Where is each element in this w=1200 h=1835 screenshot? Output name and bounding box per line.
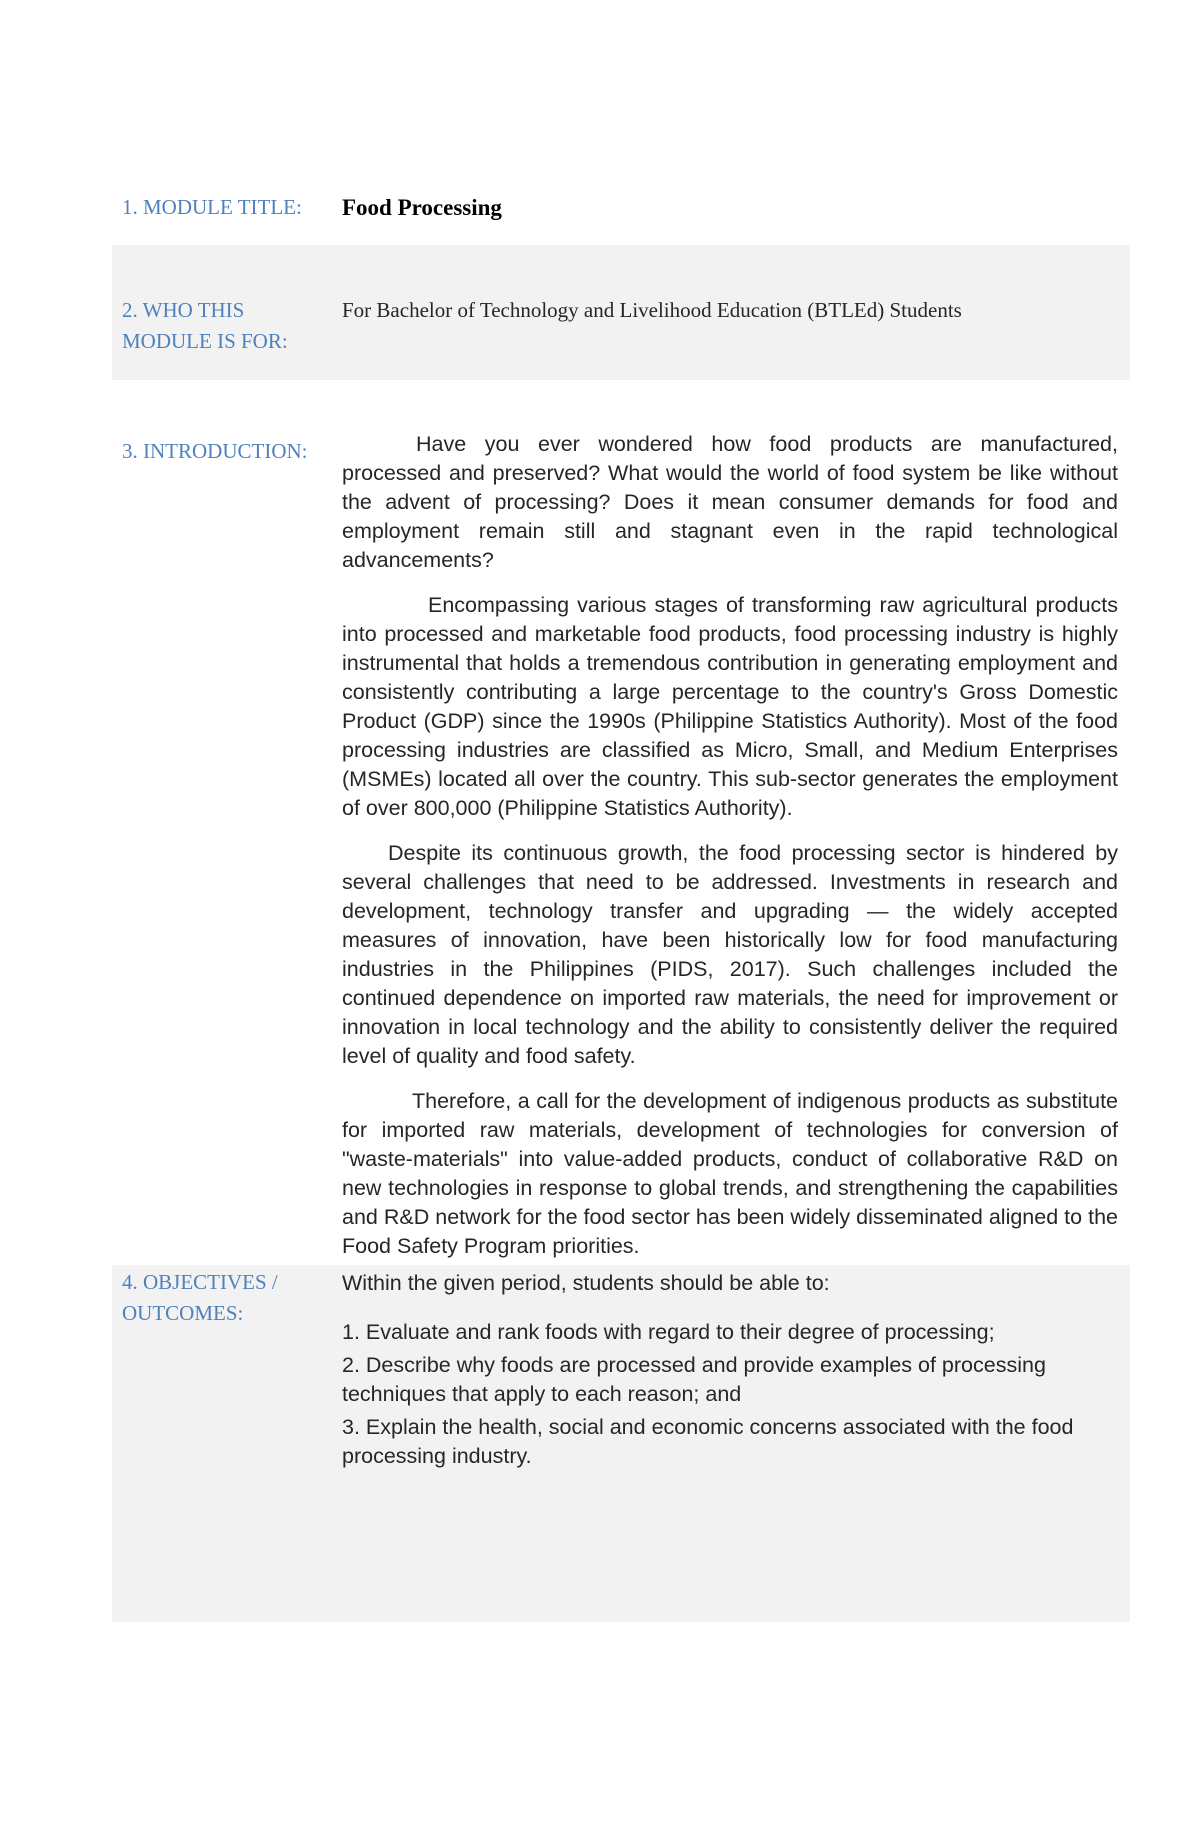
module-title-row xyxy=(112,182,1130,245)
objectives-body xyxy=(342,1265,1130,1622)
introduction-paragraph: Encompassing various stages of transforming raw agricultural products into processed and marketable food products, food processing industry is highly instrumental that holds a tremendous contribution in generating employment and consistently contributing a large percentage to the country's Gross Domestic Product (GDP) since the 1990s (Philippine Statistics Authority). Most of the food processing industries are classified as Micro, Small, and Medium Enterprises (MSMEs) located all over the country. This sub-sector generates the employment of over 800,000 (Philippine Statistics Authority). xyxy=(342,593,1118,820)
objective-item: 1. Evaluate and rank foods with regard to their degree of processing; xyxy=(342,1320,995,1344)
audience-label: 2. WHO THIS MODULE IS FOR: xyxy=(122,298,288,353)
objectives-row xyxy=(112,1265,1130,1622)
introduction-paragraph: Despite its continuous growth, the food processing sector is hindered by several challenges that need to be addressed. Investments in research and development, technology transfer and upgrading — the widely accepted measures of innovation, have been historically low for food manufacturing industries in the Philippines (PIDS, 2017). Such challenges included the continued dependence on imported raw materials, the need for improvement or innovation in local technology and the ability to consistently deliver the required level of quality and food safety. xyxy=(342,841,1118,1068)
introduction-label: 3. INTRODUCTION: xyxy=(122,439,308,463)
module-title-label: 1. MODULE TITLE: xyxy=(122,195,302,219)
audience-text: For Bachelor of Technology and Livelihood Education (BTLEd) Students xyxy=(342,298,962,322)
introduction-paragraph: Have you ever wondered how food products are manufactured, processed and preserved? What would the world of food system be like without the advent of processing? Does it mean consumer demands for food and employment remain still and stagnant even in the rapid technological advancements? xyxy=(342,432,1118,572)
objective-item: 2. Describe why foods are processed and provide examples of processing techniques that apply to each reason; and xyxy=(342,1353,1046,1406)
objective-item: 3. Explain the health, social and economic concerns associated with the food processing industry. xyxy=(342,1415,1074,1468)
introduction-row xyxy=(112,430,1130,1261)
objectives-list xyxy=(342,1318,1118,1471)
introduction-body xyxy=(342,430,1130,1261)
introduction-paragraph: Therefore, a call for the development of indigenous products as substitute for imported raw materials, development of technologies for conversion of "waste-materials" into value-added products, conduct of collaborative R&D on new technologies in response to global trends, and strengthening the capabilities and R&D network for the food sector has been widely disseminated aligned to the Food Safety Program priorities. xyxy=(342,1089,1118,1258)
module-table xyxy=(112,182,1130,1622)
objectives-lead: Within the given period, students should be able to: xyxy=(342,1271,830,1295)
objectives-label: 4. OBJECTIVES / OUTCOMES: xyxy=(122,1270,278,1325)
audience-row xyxy=(112,245,1130,380)
module-title: Food Processing xyxy=(342,195,502,220)
section-spacer xyxy=(112,380,1130,430)
